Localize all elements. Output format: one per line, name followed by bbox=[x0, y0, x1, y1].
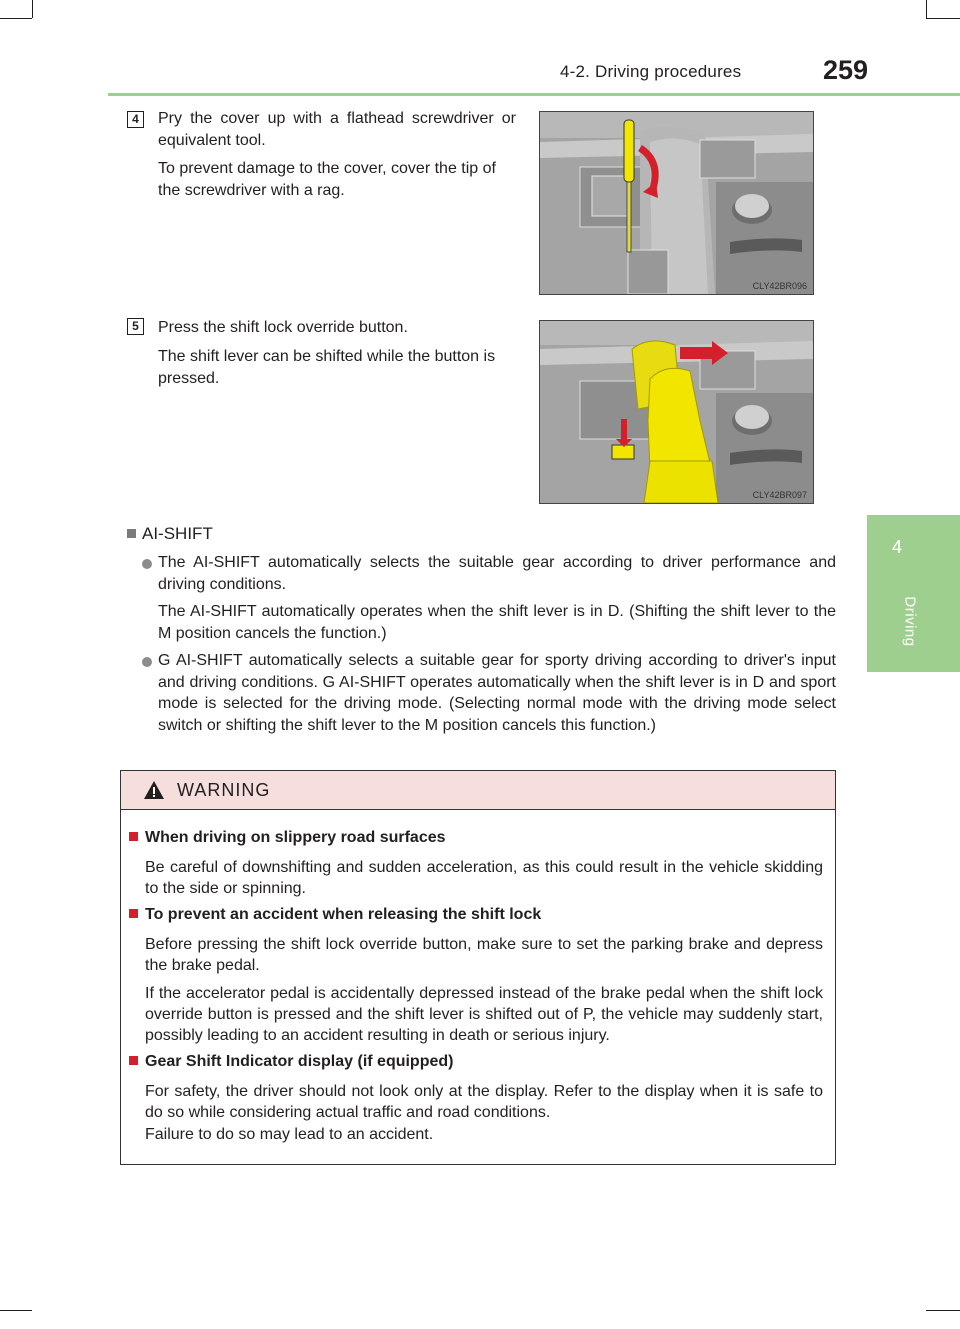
crop-mark bbox=[0, 1310, 32, 1311]
red-square-icon bbox=[129, 909, 138, 918]
bullet-text: G AI-SHIFT automatically selects a suitable gear for sporty driving according to driver's input and driving conditions. G AI-SHIFT operates automatically when the shift lever is in D and sport mode is selected for the driving mode. (Selecting normal mode with the driving mode select switch or shifting the shift lever to the M position cancels this function.) bbox=[158, 652, 836, 734]
crop-mark bbox=[0, 18, 32, 19]
square-bullet-icon bbox=[127, 529, 136, 538]
crop-mark bbox=[926, 18, 960, 19]
warning-item-heading: To prevent an accident when releasing the shift lock bbox=[129, 906, 541, 924]
step-instruction: Pry the cover up with a flathead screwdriver or equivalent tool. bbox=[158, 110, 516, 149]
red-square-icon bbox=[129, 1056, 138, 1065]
section-heading-text: AI-SHIFT bbox=[142, 524, 213, 543]
figure-shift-lever bbox=[539, 320, 814, 504]
warning-item-heading: When driving on slippery road surfaces bbox=[129, 829, 446, 847]
page-number: 259 bbox=[823, 55, 869, 85]
warning-item-heading: Gear Shift Indicator display (if equipped) bbox=[129, 1053, 453, 1071]
bullet-dot-icon bbox=[142, 559, 152, 569]
warning-paragraph: For safety, the driver should not look only at the display. Refer to the display when it is safe to do so while considering actual traffic and road conditions. bbox=[145, 1083, 823, 1121]
step-note: The shift lever can be shifted while the button is pressed. bbox=[158, 348, 496, 387]
warning-paragraph: If the accelerator pedal is accidentally depressed instead of the brake pedal when the shift lock override button is pressed and the shift lever is shifted out of P, the vehicle may suddenly start, possibly leading to an accident resulting in death or serious injury. bbox=[145, 985, 823, 1044]
chapter-label: Driving bbox=[901, 596, 919, 647]
crop-mark bbox=[32, 0, 33, 18]
crop-mark bbox=[926, 0, 927, 18]
step-instruction: Press the shift lock override button. bbox=[158, 319, 408, 336]
bullet-subtext: The AI-SHIFT automatically operates when the shift lever is in D. (Shifting the shift lever to the M position cancels the function.) bbox=[158, 603, 836, 642]
step-note: To prevent damage to the cover, cover the tip of the screwdriver with a rag. bbox=[158, 160, 496, 199]
header-rule bbox=[108, 93, 960, 96]
warning-triangle-icon bbox=[143, 780, 165, 800]
red-square-icon bbox=[129, 832, 138, 841]
warning-box bbox=[120, 770, 836, 1165]
step-badge: 4 bbox=[127, 111, 144, 128]
warning-paragraph: Before pressing the shift lock override button, make sure to set the parking brake and depress the brake pedal. bbox=[145, 936, 823, 974]
figure-code: CLY42BR096 bbox=[752, 281, 807, 291]
crop-mark bbox=[926, 1310, 960, 1311]
bullet-text: The AI-SHIFT automatically selects the suitable gear according to driver performance and driving conditions. bbox=[158, 554, 836, 593]
figure-code: CLY42BR097 bbox=[752, 490, 807, 500]
section-heading bbox=[127, 524, 213, 544]
bullet-dot-icon bbox=[142, 657, 152, 667]
section-title: 4-2. Driving procedures bbox=[560, 62, 742, 81]
warning-header bbox=[121, 771, 835, 810]
chapter-number: 4 bbox=[891, 537, 902, 557]
figure-screwdriver bbox=[539, 111, 814, 295]
warning-title: WARNING bbox=[177, 780, 271, 800]
warning-paragraph: Failure to do so may lead to an accident. bbox=[145, 1126, 434, 1143]
step-badge: 5 bbox=[127, 318, 144, 335]
warning-paragraph: Be careful of downshifting and sudden acceleration, as this could result in the vehicle skidding to the side or spinning. bbox=[145, 859, 823, 897]
chapter-tab[interactable] bbox=[867, 515, 960, 672]
